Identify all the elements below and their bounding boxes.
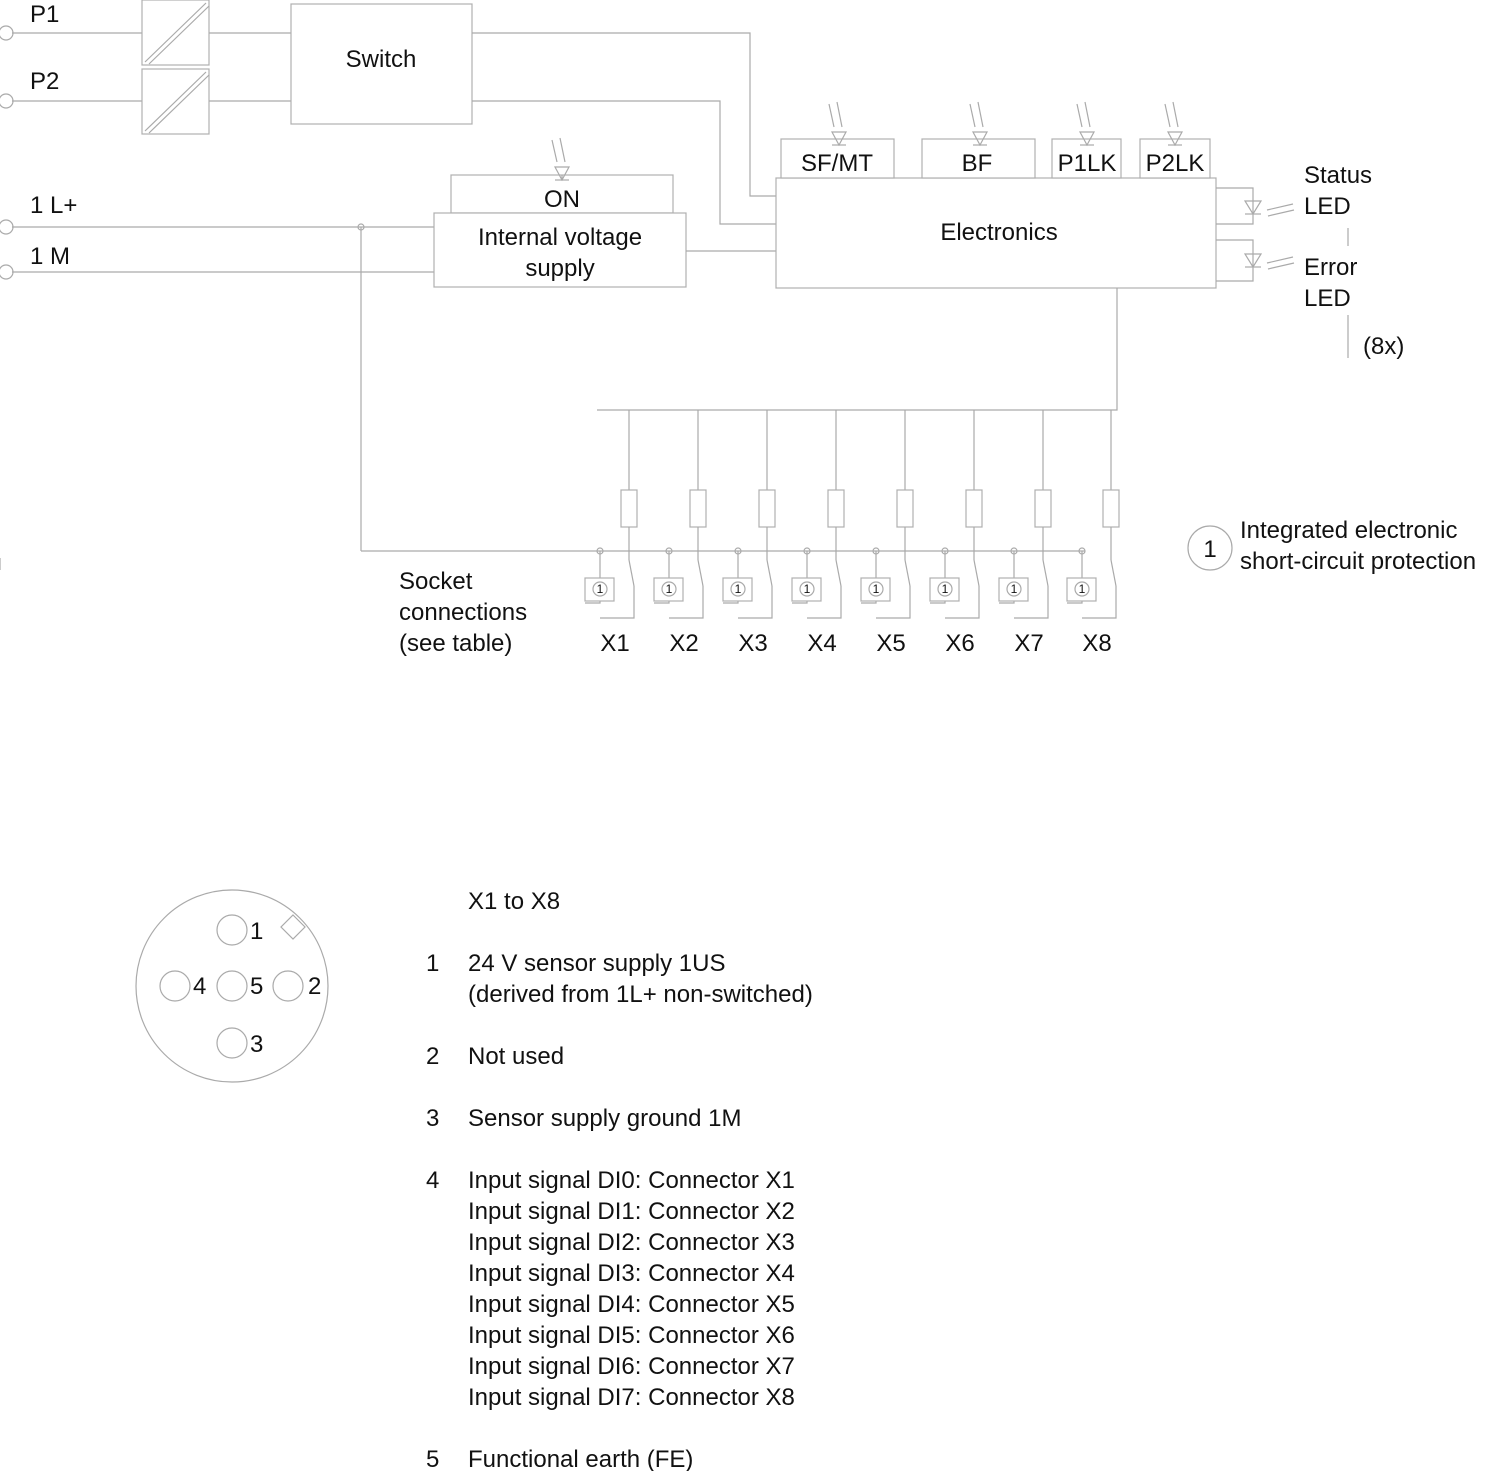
channel-label: X3: [738, 630, 768, 657]
protection-marker-label: 1: [872, 582, 880, 596]
pin-description: Sensor supply ground 1M: [468, 1105, 742, 1132]
status-led-label-2: LED: [1304, 193, 1351, 220]
connector-pin-3: [217, 1028, 247, 1058]
channel-label: X1: [600, 630, 630, 657]
on-led-label: ON: [544, 186, 580, 213]
transformer-p1: [142, 0, 209, 65]
socket-caption-3: (see table): [399, 630, 513, 657]
channel-label: X6: [945, 630, 975, 657]
channel-x5: [861, 410, 913, 657]
voltage-supply-label-2: supply: [525, 255, 595, 282]
port-l-plus-label: 1 L+: [30, 192, 78, 219]
protection-fuse: [759, 490, 775, 527]
protection-marker-label: 1: [734, 582, 742, 596]
channel-x4: [792, 410, 844, 657]
pin-number: 2: [426, 1043, 440, 1070]
status-led-label-1: Status: [1304, 162, 1373, 189]
connector-pin-5-label: 5: [250, 973, 264, 1000]
connector-pin-3-label: 3: [250, 1031, 264, 1058]
port-p2-label: P2: [30, 68, 60, 95]
pin-description: Input signal DI0: Connector X1: [468, 1167, 795, 1194]
led-bf-label: BF: [961, 150, 993, 177]
protection-marker-label: 1: [1078, 582, 1086, 596]
pin-table-row: [426, 1167, 795, 1411]
pin-description: Input signal DI4: Connector X5: [468, 1291, 795, 1318]
channel-x7: [999, 410, 1051, 657]
legend: [1188, 517, 1476, 575]
pin-description: Functional earth (FE): [468, 1446, 694, 1471]
connector-pin-1-label: 1: [250, 918, 264, 945]
connector-pin-4-label: 4: [193, 973, 207, 1000]
channel-x8: [1067, 410, 1119, 657]
legend-number: 1: [1203, 536, 1217, 563]
connector-pin-2: [273, 971, 303, 1001]
protection-fuse: [1103, 490, 1119, 527]
channel-x3: [723, 410, 775, 657]
connector-pin-2-label: 2: [308, 973, 322, 1000]
connector-outline: [136, 890, 328, 1082]
port-m-label: 1 M: [30, 243, 71, 270]
protection-marker-label: 1: [596, 582, 604, 596]
protection-fuse: [828, 490, 844, 527]
error-led-label-2: LED: [1304, 285, 1351, 312]
pin-table-row: [426, 1105, 742, 1132]
channel-label: X4: [807, 630, 837, 657]
port-p1-label: P1: [30, 1, 60, 28]
pin-description: (derived from 1L+ non-switched): [468, 981, 813, 1008]
pin-description: Input signal DI6: Connector X7: [468, 1353, 795, 1380]
pin-description: Input signal DI5: Connector X6: [468, 1322, 795, 1349]
protection-fuse: [966, 490, 982, 527]
channel-x1: [585, 410, 637, 657]
on-led-icon: [552, 138, 569, 180]
protection-fuse: [621, 490, 637, 527]
led-sf-mt-label: SF/MT: [801, 150, 873, 177]
channel-elements: [585, 410, 1119, 657]
transformer-p2: [142, 69, 209, 134]
pin-number: 1: [426, 950, 440, 977]
pin-table-row: [426, 950, 813, 1008]
channel-x2: [654, 410, 706, 657]
protection-fuse: [897, 490, 913, 527]
error-led-label-1: Error: [1304, 254, 1358, 281]
pin-description: 24 V sensor supply 1US: [468, 950, 726, 977]
voltage-supply-label-1: Internal voltage: [477, 224, 643, 251]
pin-description: Input signal DI1: Connector X2: [468, 1198, 795, 1225]
switch-label: Switch: [345, 46, 417, 73]
protection-marker-label: 1: [665, 582, 673, 596]
legend-text-1: Integrated electronic: [1240, 517, 1458, 544]
channel-label: X5: [876, 630, 906, 657]
socket-caption-1: Socket: [399, 568, 473, 595]
pin-table-heading: X1 to X8: [468, 888, 561, 915]
pin-table: [426, 950, 813, 1471]
led-p1lk-label: P1LK: [1057, 150, 1117, 177]
pin-description: Not used: [468, 1043, 565, 1070]
socket-caption-2: connections: [399, 599, 528, 626]
pin-description: Input signal DI2: Connector X3: [468, 1229, 795, 1256]
channel-x6: [930, 410, 982, 657]
protection-marker-label: 1: [803, 582, 811, 596]
protection-fuse: [690, 490, 706, 527]
connector-pin-1: [217, 915, 247, 945]
pin-table-row: [426, 1446, 693, 1471]
channel-label: X2: [669, 630, 699, 657]
channel-label: X8: [1082, 630, 1112, 657]
connector-pin-5: [217, 971, 247, 1001]
led-p2lk-label: P2LK: [1145, 150, 1205, 177]
electronics-label: Electronics: [940, 219, 1058, 246]
pin-table-row: [426, 1043, 564, 1070]
pin-description: Input signal DI7: Connector X8: [468, 1384, 795, 1411]
pin-description: Input signal DI3: Connector X4: [468, 1260, 795, 1287]
protection-marker-label: 1: [941, 582, 949, 596]
pin-number: 3: [426, 1105, 440, 1132]
protection-marker-label: 1: [1010, 582, 1018, 596]
connector-face: [136, 890, 328, 1082]
connector-key-icon: [281, 915, 305, 939]
led-multiplier-label: (8x): [1363, 333, 1405, 360]
legend-text-2: short-circuit protection: [1240, 548, 1477, 575]
channel-label: X7: [1014, 630, 1044, 657]
connector-pin-4: [160, 971, 190, 1001]
pin-number: 4: [426, 1167, 440, 1194]
pin-number: 5: [426, 1446, 440, 1471]
protection-fuse: [1035, 490, 1051, 527]
